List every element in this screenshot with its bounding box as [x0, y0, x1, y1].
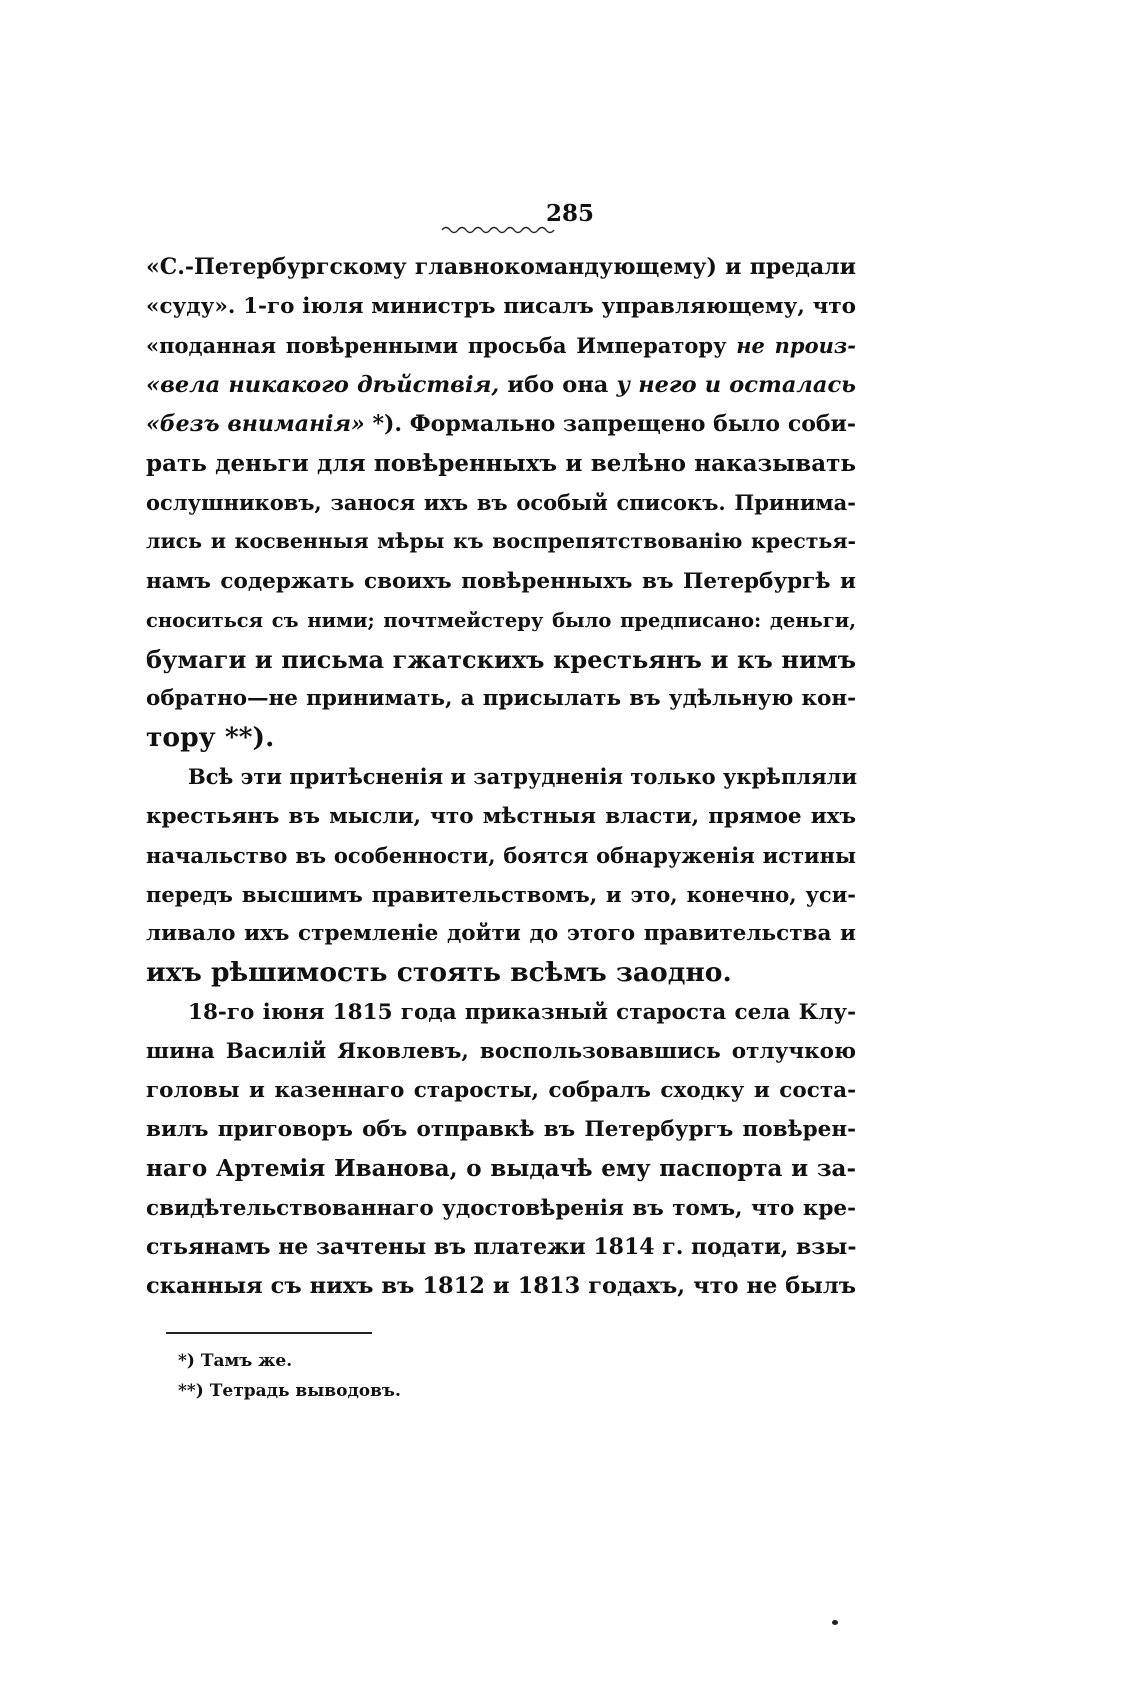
text-segment: намъ содержать своихъ повѣренныхъ въ Петербургѣ и	[146, 568, 856, 594]
footnote-text: Тетрадь выводовъ.	[203, 1381, 401, 1401]
text-line	[146, 797, 856, 836]
text-segment: «суду». 1-го іюля министръ писалъ управляющему, что	[146, 294, 856, 320]
text-segment: сканныя съ нихъ въ 1812 и 1813 годахъ, что не былъ	[146, 1272, 856, 1299]
text-segment: начальство въ особенности, боятся обнаруженія истины	[146, 842, 856, 868]
page-number: 285	[545, 200, 594, 227]
body-text	[146, 248, 856, 1306]
text-segment: Всѣ эти притѣсненія и затрудненія только укрѣпляли	[188, 764, 858, 790]
text-segment: ихъ рѣшимость стоять всѣмъ заодно.	[146, 957, 732, 989]
text-segment: вилъ приговоръ объ отправкѣ въ Петербургъ повѣрен-	[146, 1117, 856, 1143]
text-line	[146, 993, 856, 1032]
footnote-divider	[166, 1332, 372, 1334]
text-line	[146, 640, 856, 679]
footnote-text: Тамъ же.	[194, 1351, 293, 1371]
text-segment: сноситься съ ними; почтмейстеру было предписано: деньги,	[146, 608, 856, 632]
text-segment: *). Формально запрещено было соби-	[364, 410, 857, 437]
text-segment: лись и косвенныя мѣры къ воспрепятствованію крестья-	[146, 529, 856, 554]
text-segment: наго Артемія Иванова, о выдачѣ ему паспорта и за-	[146, 1155, 856, 1183]
text-segment: стьянамъ не зачтены въ платежи 1814 г. подати, взы-	[146, 1233, 857, 1260]
text-line	[146, 679, 856, 718]
text-line	[146, 601, 856, 640]
emphasized-text: «безъ вниманія»	[146, 410, 365, 437]
text-line	[146, 405, 856, 444]
text-line	[146, 1149, 856, 1188]
text-line	[146, 444, 856, 483]
footnote	[178, 1346, 401, 1376]
text-segment: 18-го іюня 1815 года приказный староста села Клу-	[188, 999, 856, 1025]
text-line	[146, 326, 856, 365]
text-line	[146, 875, 856, 914]
text-line	[146, 1267, 856, 1306]
text-line	[146, 757, 856, 796]
text-segment: рать деньги для повѣренныхъ и велѣно наказывать	[146, 449, 856, 477]
text-line	[146, 914, 856, 953]
text-line	[146, 248, 856, 287]
text-line	[146, 483, 856, 522]
text-segment: ибо она	[499, 371, 617, 398]
text-line	[146, 718, 856, 757]
text-line	[146, 836, 856, 875]
text-segment: головы и казеннаго старосты, собралъ сходку и соста-	[146, 1077, 856, 1103]
text-segment: крестьянъ въ мысли, что мѣстныя власти, прямое ихъ	[146, 803, 856, 829]
print-speck	[832, 1620, 838, 1625]
text-segment: обратно—не принимать, а присылать въ удѣльную кон-	[146, 686, 856, 712]
text-segment: бумаги и письма гжатскихъ крестьянъ и къ нимъ	[146, 644, 856, 674]
text-line	[146, 953, 856, 992]
footnote-marker: **)	[178, 1381, 204, 1401]
emphasized-text: «вела никакого дѣйствія,	[146, 371, 500, 398]
text-segment: свидѣтельствованнаго удостовѣренія въ томъ, что кре-	[146, 1195, 856, 1221]
footnotes	[178, 1346, 401, 1406]
text-line	[146, 1228, 856, 1267]
text-line	[146, 366, 856, 405]
text-line	[146, 1189, 856, 1228]
text-line	[146, 522, 856, 561]
page-number-ornament	[440, 224, 560, 236]
text-segment: «С.-Петербургскому главнокомандующему) и предали	[146, 254, 856, 280]
text-line	[146, 1110, 856, 1149]
text-segment: ослушниковъ, занося ихъ въ особый списокъ. Принима-	[146, 490, 856, 516]
text-segment: тору **).	[146, 722, 275, 754]
text-line	[146, 562, 856, 601]
text-segment: ливало ихъ стремленіе дойти до этого правительства и	[146, 921, 856, 947]
footnote	[178, 1376, 401, 1406]
text-line	[146, 1032, 856, 1071]
text-line	[146, 287, 856, 326]
text-segment: шина Василій Яковлевъ, воспользовавшись отлучкою	[146, 1038, 856, 1064]
footnote-marker: *)	[178, 1351, 195, 1371]
text-line	[146, 1071, 856, 1110]
text-segment: «поданная повѣренными просьба Императору	[146, 333, 737, 359]
text-segment: передъ высшимъ правительствомъ, и это, конечно, уси-	[146, 882, 856, 907]
emphasized-text: не произ-	[736, 333, 856, 359]
emphasized-text: у него и осталась	[616, 371, 856, 398]
